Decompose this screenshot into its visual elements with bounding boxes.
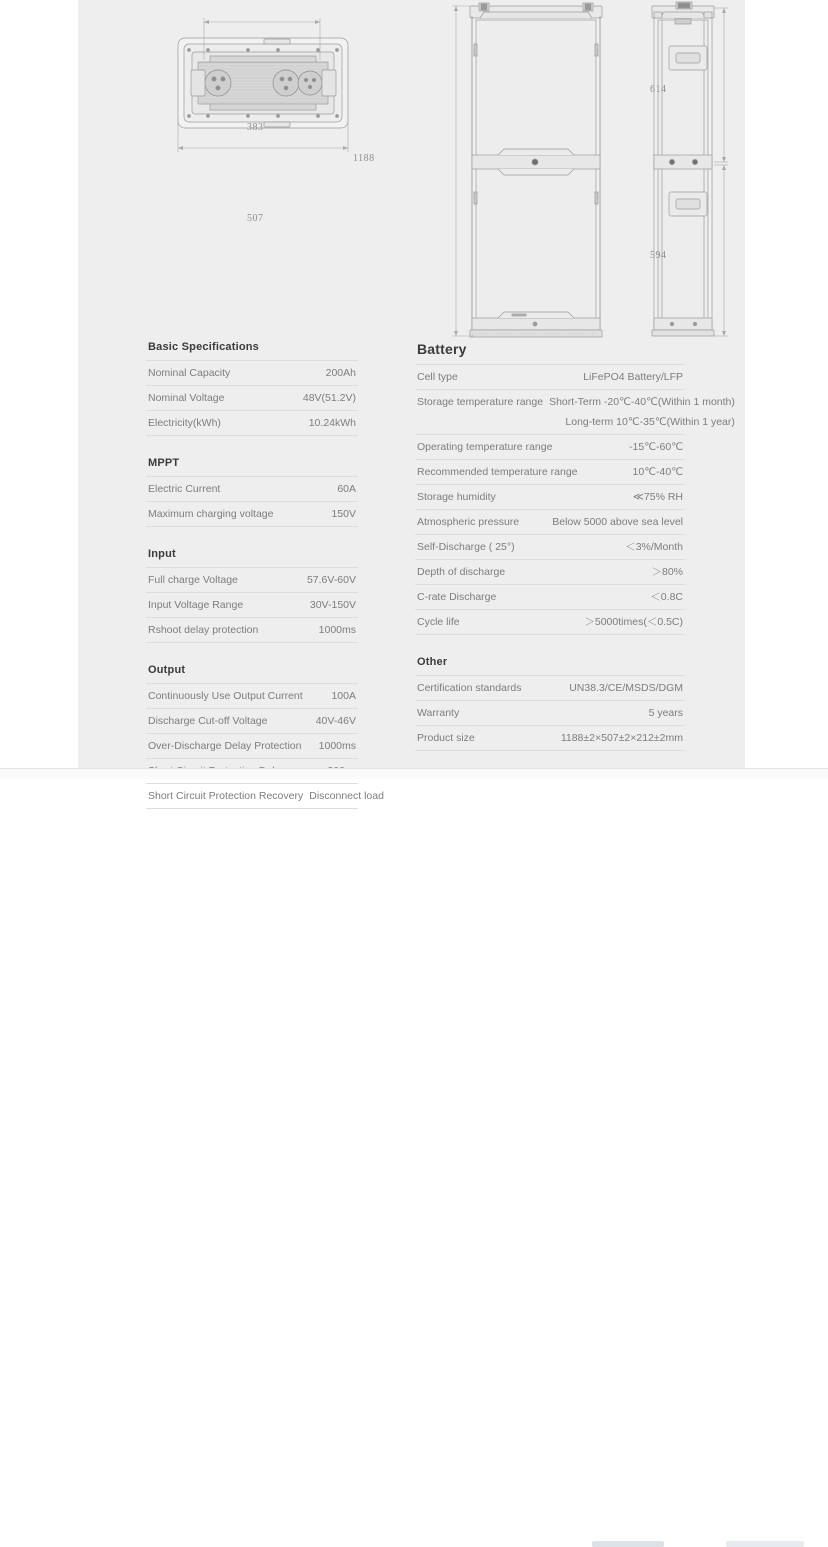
spec-row-label: Electricity(kWh) <box>148 417 221 429</box>
spec-row <box>415 364 685 389</box>
spec-row-value <box>309 790 384 803</box>
spec-row-value-line1: ＞80% <box>651 566 683 578</box>
spec-row <box>415 389 735 434</box>
spec-row-label: Over-Discharge Delay Protection <box>148 740 302 752</box>
spec-row <box>415 434 685 459</box>
spec-row-value <box>527 682 683 695</box>
spec-row-value-line1: 200Ah <box>325 367 356 379</box>
right-spec-column <box>415 340 735 771</box>
spec-row-value <box>584 466 683 479</box>
spec-row <box>146 360 358 385</box>
spec-row <box>415 534 685 559</box>
spec-row-value-line1: 5 years <box>648 707 683 719</box>
spec-row-value <box>264 624 356 637</box>
dim-label-top-view-width: 383 <box>247 122 264 133</box>
spec-section-input <box>146 547 358 643</box>
spec-row <box>146 592 358 617</box>
spec-row-label: C-rate Discharge <box>417 591 497 603</box>
spec-row-label: Input Voltage Range <box>148 599 244 611</box>
spec-row-value <box>307 740 356 753</box>
spec-section-title: MPPT <box>148 457 180 469</box>
spec-row-label: Cycle life <box>417 616 460 628</box>
dim-label-side-view-lower: 594 <box>650 250 667 261</box>
technical-drawings <box>78 0 745 345</box>
spec-section-title: Output <box>148 664 186 676</box>
spec-row <box>415 725 685 751</box>
spec-row-label: Electric Current <box>148 483 221 495</box>
spec-row-value <box>511 566 683 579</box>
spec-row-value <box>249 599 356 612</box>
spec-row-label: Atmospheric pressure <box>417 516 520 528</box>
spec-row <box>146 683 358 708</box>
spec-row-value-line1: LiFePO4 Battery/LFP <box>583 371 683 383</box>
spec-section-title: Battery <box>417 341 467 357</box>
spec-row-value-line1: ＞5000times(＜0.5C) <box>584 616 683 628</box>
spec-row-value-line1: Short-Term -20℃-40℃(Within 1 month) <box>549 396 735 408</box>
spec-row-value-line1: 10℃-40℃ <box>632 466 683 478</box>
spec-row-label: Certification standards <box>417 682 522 694</box>
spec-section-title: Other <box>417 656 448 668</box>
spec-row <box>146 501 358 527</box>
spec-row-value-line1: ＜3%/Month <box>625 541 683 553</box>
spec-row <box>415 584 685 609</box>
spec-row-value-line1: 57.6V-60V <box>306 574 356 586</box>
spec-row-value-line1: 1000ms <box>318 624 356 636</box>
spec-row-label: Self-Discharge ( 25°) <box>417 541 515 553</box>
spec-row-value <box>502 591 683 604</box>
spec-row-value-line2: Long-term 10℃-35℃(Within 1 year) <box>565 416 735 428</box>
spec-row-value-line1: -15℃-60℃ <box>629 441 683 453</box>
bottom-toolbar-button-1[interactable] <box>592 1541 664 1547</box>
spec-row-value-line1: Disconnect load <box>309 790 384 802</box>
spec-row-value-line1: 30V-150V <box>309 599 356 611</box>
spec-row-value <box>273 715 356 728</box>
spec-section-basic-specifications <box>146 340 358 436</box>
specifications-area <box>78 340 745 802</box>
spec-row <box>146 410 358 436</box>
spec-row <box>146 617 358 643</box>
spec-section-other <box>415 655 685 751</box>
spec-row-value <box>227 417 356 430</box>
spec-row-value-line1: 1188±2×507±2×212±2mm <box>560 732 683 744</box>
spec-row-value <box>525 516 683 529</box>
spec-row <box>415 484 685 509</box>
spec-row-label: Short Circuit Protection Recovery <box>148 790 304 802</box>
spec-row-value <box>481 732 683 745</box>
spec-row <box>415 609 685 635</box>
spec-row-value-line1: 150V <box>331 508 356 520</box>
spec-row-value <box>465 707 683 720</box>
left-page-margin <box>0 0 78 778</box>
spec-row-value <box>464 371 683 384</box>
dim-label-side-view-upper: 614 <box>650 84 667 95</box>
spec-row-label: Storage humidity <box>417 491 496 503</box>
spec-section-battery <box>415 340 735 635</box>
front-view-drawing <box>452 3 602 337</box>
spec-row-value <box>279 508 356 521</box>
spec-row-value <box>309 690 356 703</box>
spec-row-label: Recommended temperature range <box>417 466 578 478</box>
spec-section-mppt <box>146 456 358 527</box>
bottom-toolbar-strip <box>0 768 828 779</box>
right-page-margin <box>745 0 828 778</box>
spec-row-value <box>466 616 683 629</box>
spec-row-label: Product size <box>417 732 475 744</box>
spec-row <box>146 708 358 733</box>
spec-row-label: Rshoot delay protection <box>148 624 259 636</box>
spec-row-value <box>244 574 356 587</box>
spec-row-label: Maximum charging voltage <box>148 508 274 520</box>
spec-row <box>415 509 685 534</box>
spec-row-value-line1: ≪75% RH <box>632 491 683 503</box>
spec-row-value-line1: 1000ms <box>318 740 356 752</box>
spec-row <box>415 559 685 584</box>
bottom-toolbar-button-2[interactable] <box>726 1541 804 1547</box>
spec-row-value-line1: 100A <box>331 690 356 702</box>
spec-row-value <box>521 541 683 554</box>
spec-row-label: Storage temperature range <box>417 396 544 408</box>
spec-row-label: Nominal Capacity <box>148 367 231 379</box>
spec-row-value-line1: UN38.3/CE/MSDS/DGM <box>569 682 683 694</box>
left-spec-column <box>146 340 384 829</box>
spec-row-value <box>558 441 683 454</box>
spec-row-label: Nominal Voltage <box>148 392 225 404</box>
spec-row-value <box>549 396 735 429</box>
spec-row-label: Operating temperature range <box>417 441 553 453</box>
side-view-drawing <box>652 2 728 336</box>
spec-row-label: Discharge Cut-off Voltage <box>148 715 268 727</box>
spec-row <box>146 476 358 501</box>
spec-row <box>146 783 384 809</box>
spec-row-value-line1: 10.24kWh <box>308 417 356 429</box>
spec-row-value-line1: 48V(51.2V) <box>302 392 356 404</box>
spec-row <box>415 459 685 484</box>
spec-sheet-page <box>78 0 745 802</box>
spec-row-value <box>226 483 356 496</box>
spec-section-output <box>146 663 384 809</box>
spec-row <box>415 700 685 725</box>
spec-row-value-line1: 40V-46V <box>315 715 356 727</box>
spec-row-value-line1: Below 5000 above sea level <box>552 516 683 528</box>
spec-row-label: Full charge Voltage <box>148 574 238 586</box>
dim-label-front-view-height: 1188 <box>353 153 375 164</box>
spec-row <box>146 385 358 410</box>
spec-section-title: Input <box>148 548 176 560</box>
spec-row-label: Warranty <box>417 707 460 719</box>
spec-row-label: Continuously Use Output Current <box>148 690 303 702</box>
spec-row-value <box>502 491 683 504</box>
spec-row-label: Cell type <box>417 371 458 383</box>
spec-row-value-line1: ＜0.8C <box>650 591 683 603</box>
dim-label-top-view-depth: 507 <box>247 213 264 224</box>
spec-row <box>146 733 358 758</box>
spec-row-value <box>236 367 356 380</box>
spec-row-label: Depth of discharge <box>417 566 506 578</box>
spec-row <box>415 675 685 700</box>
spec-row <box>146 567 358 592</box>
spec-row-value-line1: 60A <box>337 483 356 495</box>
drawing-canvas <box>78 0 745 345</box>
spec-row-value <box>230 392 356 405</box>
spec-section-title: Basic Specifications <box>148 341 259 353</box>
